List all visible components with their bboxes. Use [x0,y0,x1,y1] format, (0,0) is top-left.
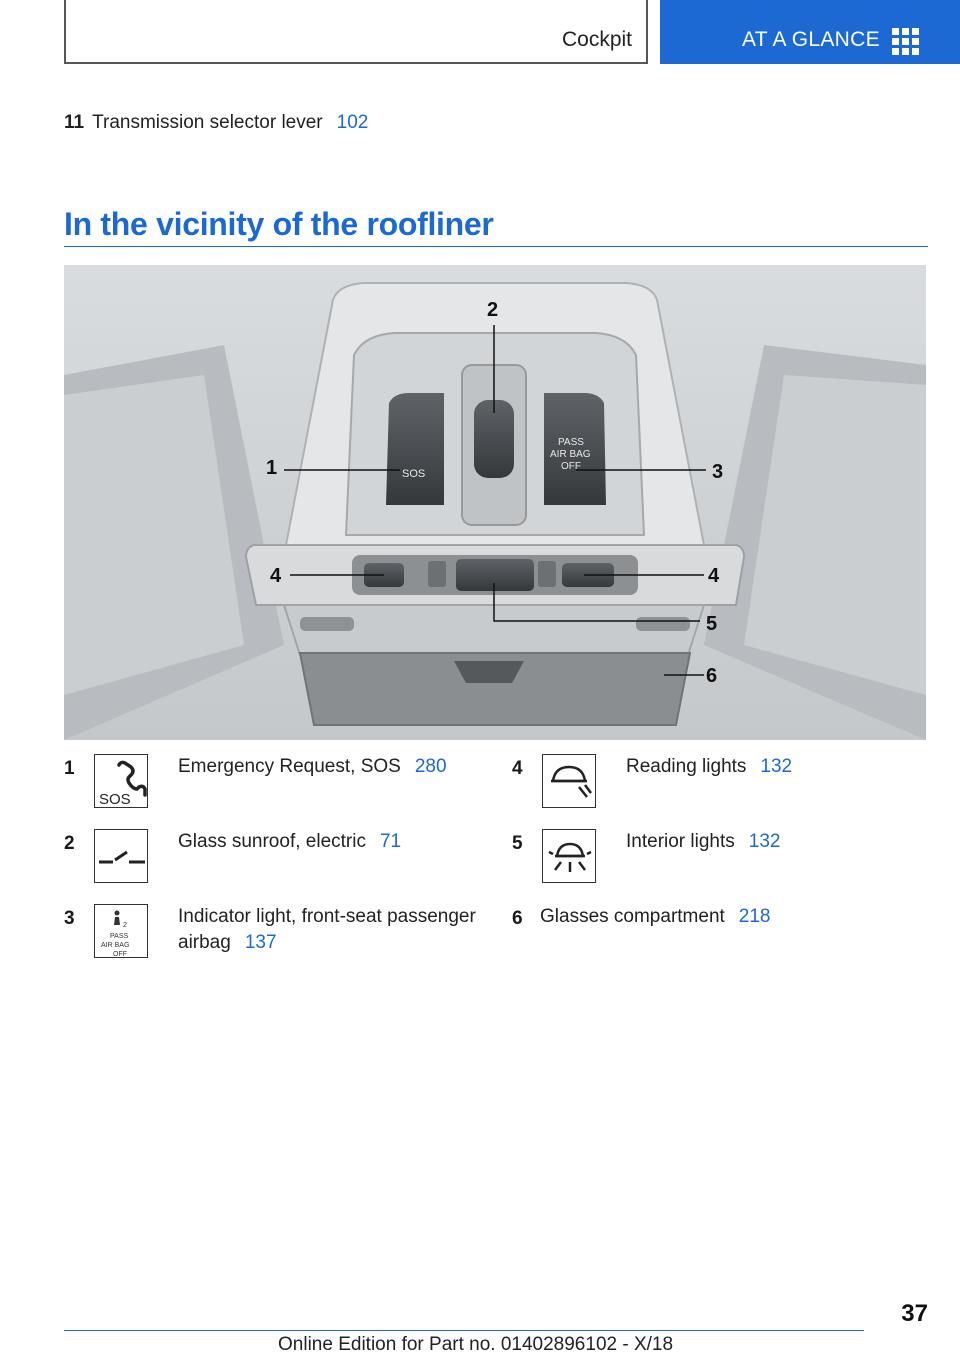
callout-4-left: 4 [270,565,282,587]
item-text: Indicator light, front-seat passenger airbag 137 [178,906,476,953]
item-number: 5 [512,833,523,854]
sunroof-icon [94,829,148,883]
item-text: Glasses compartment 218 [540,906,771,927]
item-text: Glass sunroof, electric 71 [178,831,402,852]
page-reference-link[interactable]: 218 [738,906,771,927]
footer-divider [64,1330,864,1331]
callout-1: 1 [266,457,278,479]
interior-light-icon [542,829,596,883]
item-number: 6 [512,908,523,929]
list-item-3 [64,904,484,968]
svg-text:OFF: OFF [113,951,127,958]
svg-text:SOS: SOS [402,468,426,480]
item-text: Emergency Request, SOS 280 [178,756,447,777]
item-number: 4 [512,758,523,779]
header-section-box [64,0,648,64]
item-text: Interior lights 132 [626,831,781,852]
page-reference-link[interactable]: 137 [244,932,277,953]
page-reference-link[interactable]: 102 [336,112,369,133]
item-text: Transmission selector lever [92,112,323,133]
passenger-airbag-off-icon [94,904,148,958]
list-item-1 [64,754,484,814]
grid-menu-icon[interactable] [892,28,920,56]
page-reference-link[interactable]: 280 [414,756,447,777]
svg-text:SOS: SOS [99,791,131,808]
list-item-6 [512,904,932,964]
callout-2: 2 [487,299,499,321]
reading-light-icon [542,754,596,808]
page-reference-link[interactable]: 71 [379,831,402,852]
list-item-2 [64,829,484,889]
item-number: 2 [64,833,75,854]
header-section-title: Cockpit [561,28,632,51]
callout-5: 5 [706,613,718,635]
roofliner-drawing [64,265,926,740]
item-number: 11 [64,112,85,133]
svg-text:OFF: OFF [561,461,581,472]
sos-icon [94,754,148,808]
svg-text:2: 2 [123,922,127,929]
list-item-4 [512,754,932,814]
svg-text:AIR BAG: AIR BAG [550,449,591,460]
list-item-11 [64,112,368,134]
item-number: 3 [64,908,75,929]
item-number: 1 [64,758,75,779]
header-chapter-title: AT A GLANCE [742,28,880,51]
roofliner-illustration [64,265,926,740]
svg-text:PASS: PASS [110,933,129,940]
callout-6: 6 [706,665,718,687]
callout-3: 3 [712,461,724,483]
section-title: In the vicinity of the roofliner [64,206,494,242]
svg-text:AIR BAG: AIR BAG [101,942,130,949]
page-number: 37 [901,1300,928,1327]
callout-4-right: 4 [708,565,720,587]
section-divider [64,246,928,247]
page-reference-link[interactable]: 132 [748,831,781,852]
header-chapter-box[interactable] [660,0,960,64]
item-text: Reading lights 132 [626,756,793,777]
svg-text:PASS: PASS [558,437,584,448]
footer-edition: Online Edition for Part no. 01402896102 - X/18 [278,1334,674,1355]
page-reference-link[interactable]: 132 [760,756,793,777]
list-item-5 [512,829,932,889]
